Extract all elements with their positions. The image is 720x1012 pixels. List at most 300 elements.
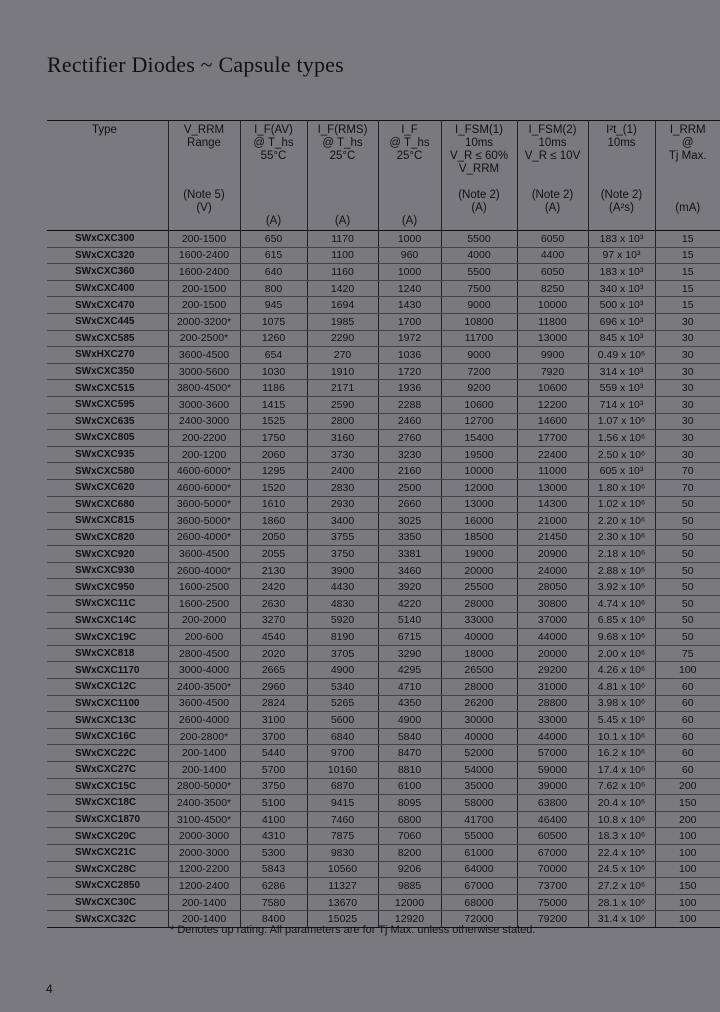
value-cell: 60 [655,712,720,729]
value-cell: 16.2 x 10⁶ [588,745,655,762]
value-cell: 3350 [378,529,441,546]
value-cell: 1600-2400 [168,247,240,264]
value-cell: 7580 [240,894,307,911]
value-cell: 4310 [240,828,307,845]
value-cell: 4400 [517,247,588,264]
value-cell: 33000 [517,712,588,729]
column-header-8 [655,121,720,231]
value-cell: 3800-4500* [168,380,240,397]
value-cell: 20000 [441,562,517,579]
value-cell: 55000 [441,828,517,845]
type-cell: SWxCXC815 [47,513,168,530]
value-cell: 39000 [517,778,588,795]
value-cell: 9000 [441,297,517,314]
table-row [47,546,720,563]
type-cell: SWxCXC935 [47,446,168,463]
value-cell: 1.56 x 10⁶ [588,430,655,447]
type-cell: SWxCXC300 [47,231,168,248]
value-cell: 28050 [517,579,588,596]
value-cell: 1720 [378,363,441,380]
table-row [47,513,720,530]
value-cell: 1415 [240,396,307,413]
value-cell: 3000-3600 [168,396,240,413]
value-cell: 1.02 x 10⁶ [588,496,655,513]
value-cell: 73700 [517,878,588,895]
header-line: (mA) [675,202,701,214]
value-cell: 75 [655,645,720,662]
type-cell: SWxCXC930 [47,562,168,579]
type-cell: SWxCXC16C [47,728,168,745]
value-cell: 1036 [378,347,441,364]
value-cell: 13000 [517,479,588,496]
value-cell: 559 x 10³ [588,380,655,397]
value-cell: 6715 [378,629,441,646]
value-cell: 13000 [517,330,588,347]
table-row [47,297,720,314]
value-cell: 800 [240,280,307,297]
header-line [381,202,439,215]
value-cell: 18.3 x 10⁶ [588,828,655,845]
value-cell: 5100 [240,795,307,812]
value-cell: 314 x 10³ [588,363,655,380]
value-cell: 11327 [307,878,378,895]
header-line: Range [187,137,221,149]
value-cell: 2171 [307,380,378,397]
table-row [47,231,720,248]
value-cell: 3100-4500* [168,811,240,828]
table-row [47,679,720,696]
value-cell: 67000 [441,878,517,895]
value-cell: 26200 [441,695,517,712]
value-cell: 150 [655,878,720,895]
value-cell: 5700 [240,762,307,779]
value-cell: 2830 [307,479,378,496]
table-row [47,778,720,795]
page-title: Rectifier Diodes ~ Capsule types [47,52,344,77]
value-cell: 8810 [378,762,441,779]
value-cell: 75000 [517,894,588,911]
value-cell: 22400 [517,446,588,463]
value-cell: 0.49 x 10⁶ [588,347,655,364]
value-cell: 30800 [517,596,588,613]
value-cell: 70 [655,463,720,480]
table-row [47,612,720,629]
value-cell: 15025 [307,911,378,928]
column-header-2 [240,121,307,231]
header-line: (Note 2) [600,189,643,201]
header-line [520,176,586,189]
value-cell: 1000 [378,231,441,248]
value-cell: 4.26 x 10⁶ [588,662,655,679]
value-cell: 5500 [441,231,517,248]
value-cell: 3230 [378,446,441,463]
table-row [47,313,720,330]
value-cell: 17.4 x 10⁶ [588,762,655,779]
header-line: (Note 5) [183,189,225,201]
type-cell: SWxCXC18C [47,795,168,812]
type-cell: SWxCXC360 [47,264,168,281]
table-row [47,662,720,679]
value-cell: 650 [240,231,307,248]
value-cell: 2930 [307,496,378,513]
header-line: (A) [471,202,487,214]
value-cell: 12700 [441,413,517,430]
header-line: (A) [334,215,351,227]
value-cell: 15 [655,231,720,248]
value-cell: 15 [655,280,720,297]
value-cell: 9.68 x 10⁶ [588,629,655,646]
value-cell: 1160 [307,264,378,281]
table-row [47,828,720,845]
value-cell: 200-2200 [168,430,240,447]
value-cell: 18000 [441,645,517,662]
value-cell: 30 [655,363,720,380]
header-line: (Note 2) [458,189,500,201]
value-cell: 15 [655,297,720,314]
value-cell: 70 [655,479,720,496]
value-cell: 2800-4500 [168,645,240,662]
value-cell: 2288 [378,396,441,413]
value-cell: 1600-2500 [168,596,240,613]
header-line: (Note 2) [531,189,574,201]
header-line [92,150,166,163]
value-cell: 30 [655,313,720,330]
table-row [47,430,720,447]
value-cell: 1240 [378,280,441,297]
type-cell: SWxCXC585 [47,330,168,347]
value-cell: 2660 [378,496,441,513]
value-cell: 10.8 x 10⁶ [588,811,655,828]
value-cell: 50 [655,629,720,646]
value-cell: 3750 [240,778,307,795]
table-row [47,347,720,364]
value-cell: 100 [655,844,720,861]
value-cell: 50 [655,612,720,629]
header-line: @ T_hs 55°C [253,137,294,162]
value-cell: 200 [655,811,720,828]
value-cell: 714 x 10³ [588,396,655,413]
value-cell: 8095 [378,795,441,812]
value-cell: 46400 [517,811,588,828]
value-cell: 6870 [307,778,378,795]
value-cell: 3705 [307,645,378,662]
header-line: (A) [265,215,282,227]
value-cell: 9700 [307,745,378,762]
value-cell: 3600-5000* [168,513,240,530]
value-cell: 50 [655,546,720,563]
value-cell: 30 [655,330,720,347]
value-cell: 1.07 x 10⁶ [588,413,655,430]
header-line [92,137,166,150]
value-cell: 3600-4500 [168,546,240,563]
value-cell: 1985 [307,313,378,330]
value-cell: 200-1200 [168,446,240,463]
value-cell: 20000 [517,645,588,662]
value-cell: 1200-2200 [168,861,240,878]
value-cell: 50 [655,513,720,530]
value-cell: 10560 [307,861,378,878]
value-cell: 15 [655,264,720,281]
header-line [243,202,305,215]
header-line [591,176,653,189]
type-cell: SWxCXC19C [47,629,168,646]
page-number: 4 [46,982,53,996]
type-cell: SWxCXC14C [47,612,168,629]
value-cell: 200-600 [168,629,240,646]
value-cell: 14600 [517,413,588,430]
value-cell: 3460 [378,562,441,579]
value-cell: 500 x 10³ [588,297,655,314]
value-cell: 5600 [307,712,378,729]
value-cell: 615 [240,247,307,264]
column-header-5 [441,121,517,231]
value-cell: 3290 [378,645,441,662]
table-row [47,861,720,878]
header-line [171,176,238,189]
header-line: (A²s) [609,202,634,214]
value-cell: 15400 [441,430,517,447]
value-cell: 9000 [441,347,517,364]
type-cell: SWxCXC350 [47,363,168,380]
value-cell: 22.4 x 10⁶ [588,844,655,861]
header-line [520,163,586,176]
table-row [47,247,720,264]
value-cell: 200 [655,778,720,795]
value-cell: 3000-5600 [168,363,240,380]
value-cell: 2000-3000 [168,844,240,861]
value-cell: 605 x 10³ [588,463,655,480]
header-line [171,163,238,176]
value-cell: 19500 [441,446,517,463]
value-cell: 100 [655,662,720,679]
value-cell: 35000 [441,778,517,795]
value-cell: 21450 [517,529,588,546]
value-cell: 5265 [307,695,378,712]
type-cell: SWxCXC805 [47,430,168,447]
value-cell: 20.4 x 10⁶ [588,795,655,812]
rectifier-diode-table [47,120,720,928]
type-cell: SWxCXC2850 [47,878,168,895]
value-cell: 4710 [378,679,441,696]
type-cell: SWxCXC320 [47,247,168,264]
value-cell: 2420 [240,579,307,596]
value-cell: 72000 [441,911,517,928]
value-cell: 1430 [378,297,441,314]
value-cell: 4600-6000* [168,463,240,480]
value-cell: 40000 [441,629,517,646]
value-cell: 960 [378,247,441,264]
value-cell: 20900 [517,546,588,563]
value-cell: 10160 [307,762,378,779]
value-cell: 200-1400 [168,745,240,762]
value-cell: 63800 [517,795,588,812]
value-cell: 9206 [378,861,441,878]
value-cell: 3920 [378,579,441,596]
type-cell: SWxCXC21C [47,844,168,861]
type-cell: SWxCXC12C [47,679,168,696]
value-cell: 4000 [441,247,517,264]
type-cell: SWxCXC950 [47,579,168,596]
value-cell: 1200-2400 [168,878,240,895]
value-cell: 2800 [307,413,378,430]
value-cell: 1694 [307,297,378,314]
value-cell: 3730 [307,446,378,463]
value-cell: 30000 [441,712,517,729]
value-cell: 10.1 x 10⁶ [588,728,655,745]
value-cell: 1186 [240,380,307,397]
value-cell: 6050 [517,264,588,281]
value-cell: 24000 [517,562,588,579]
value-cell: 200-1400 [168,894,240,911]
value-cell: 3100 [240,712,307,729]
header-line [658,189,719,202]
value-cell: 2400 [307,463,378,480]
header-line: V_RRM [458,163,500,175]
value-cell: 68000 [441,894,517,911]
value-cell: 200-1500 [168,280,240,297]
value-cell: 3025 [378,513,441,530]
header-line [381,189,439,202]
value-cell: 3400 [307,513,378,530]
value-cell: 2130 [240,562,307,579]
header-line [381,176,439,189]
header-line [243,163,305,176]
type-cell: SWxCXC32C [47,911,168,928]
value-cell: 11800 [517,313,588,330]
value-cell: 1520 [240,479,307,496]
header-line: I_RRM [669,124,706,136]
value-cell: 2400-3500* [168,679,240,696]
table-row [47,844,720,861]
header-line [243,189,305,202]
value-cell: 6286 [240,878,307,895]
value-cell: 5843 [240,861,307,878]
value-cell: 5920 [307,612,378,629]
table-row [47,396,720,413]
column-header-0 [47,121,168,231]
value-cell: 17700 [517,430,588,447]
type-cell: SWxCXC1170 [47,662,168,679]
value-cell: 60 [655,745,720,762]
value-cell: 654 [240,347,307,364]
value-cell: 6840 [307,728,378,745]
value-cell: 28.1 x 10⁶ [588,894,655,911]
table-row [47,413,720,430]
value-cell: 4600-6000* [168,479,240,496]
value-cell: 2.20 x 10⁶ [588,513,655,530]
value-cell: 1936 [378,380,441,397]
value-cell: 8470 [378,745,441,762]
value-cell: 31.4 x 10⁶ [588,911,655,928]
value-cell: 1420 [307,280,378,297]
value-cell: 3270 [240,612,307,629]
value-cell: 3000-4000 [168,662,240,679]
value-cell: 41700 [441,811,517,828]
value-cell: 11700 [441,330,517,347]
type-cell: SWxCXC680 [47,496,168,513]
value-cell: 19000 [441,546,517,563]
header-line: I_F(AV) [254,124,293,136]
value-cell: 2050 [240,529,307,546]
value-cell: 12200 [517,396,588,413]
value-cell: 12920 [378,911,441,928]
diode-table-container [47,120,720,928]
value-cell: 4350 [378,695,441,712]
header-line: @ T_hs 25°C [389,137,430,162]
value-cell: 2824 [240,695,307,712]
value-cell: 3600-4500 [168,695,240,712]
value-cell: 2060 [240,446,307,463]
value-cell: 3600-4500 [168,347,240,364]
header-line: Tj Max. [668,150,707,162]
value-cell: 696 x 10³ [588,313,655,330]
value-cell: 28000 [441,596,517,613]
value-cell: 100 [655,894,720,911]
value-cell: 2.88 x 10⁶ [588,562,655,579]
table-row [47,629,720,646]
value-cell: 270 [307,347,378,364]
value-cell: 60 [655,695,720,712]
value-cell: 61000 [441,844,517,861]
value-cell: 52000 [441,745,517,762]
header-line [381,163,439,176]
value-cell: 28800 [517,695,588,712]
type-cell: SWxCXC470 [47,297,168,314]
value-cell: 24.5 x 10⁶ [588,861,655,878]
footnote: * Denotes up rating. All parameters are for Tj Max. unless otherwise stated. [170,924,536,936]
table-row [47,762,720,779]
value-cell: 3600-5000* [168,496,240,513]
type-cell: SWxCXC400 [47,280,168,297]
value-cell: 1170 [307,231,378,248]
type-cell: SWxCXC820 [47,529,168,546]
header-line [92,189,166,202]
value-cell: 13000 [441,496,517,513]
value-cell: 3160 [307,430,378,447]
header-line: I_F [401,124,418,136]
table-row [47,496,720,513]
value-cell: 1610 [240,496,307,513]
header-line [92,176,166,189]
type-cell: SWxCXC11C [47,596,168,613]
header-line: @ T_hs 25°C [322,137,363,162]
table-row [47,380,720,397]
header-line [171,150,238,163]
value-cell: 28000 [441,679,517,696]
value-cell: 15 [655,247,720,264]
value-cell: 7.62 x 10⁶ [588,778,655,795]
value-cell: 2600-4000* [168,529,240,546]
table-row [47,894,720,911]
table-row [47,695,720,712]
header-line [658,163,719,176]
value-cell: 58000 [441,795,517,812]
value-cell: 4900 [307,662,378,679]
value-cell: 6050 [517,231,588,248]
type-cell: SWxCXC22C [47,745,168,762]
table-row [47,712,720,729]
value-cell: 5840 [378,728,441,745]
type-cell: SWxCXC20C [47,828,168,845]
header-line [444,176,515,189]
value-cell: 50 [655,579,720,596]
value-cell: 200-2800* [168,728,240,745]
value-cell: 2020 [240,645,307,662]
value-cell: 4.81 x 10⁶ [588,679,655,696]
value-cell: 1260 [240,330,307,347]
value-cell: 200-1500 [168,231,240,248]
column-header-4 [378,121,441,231]
